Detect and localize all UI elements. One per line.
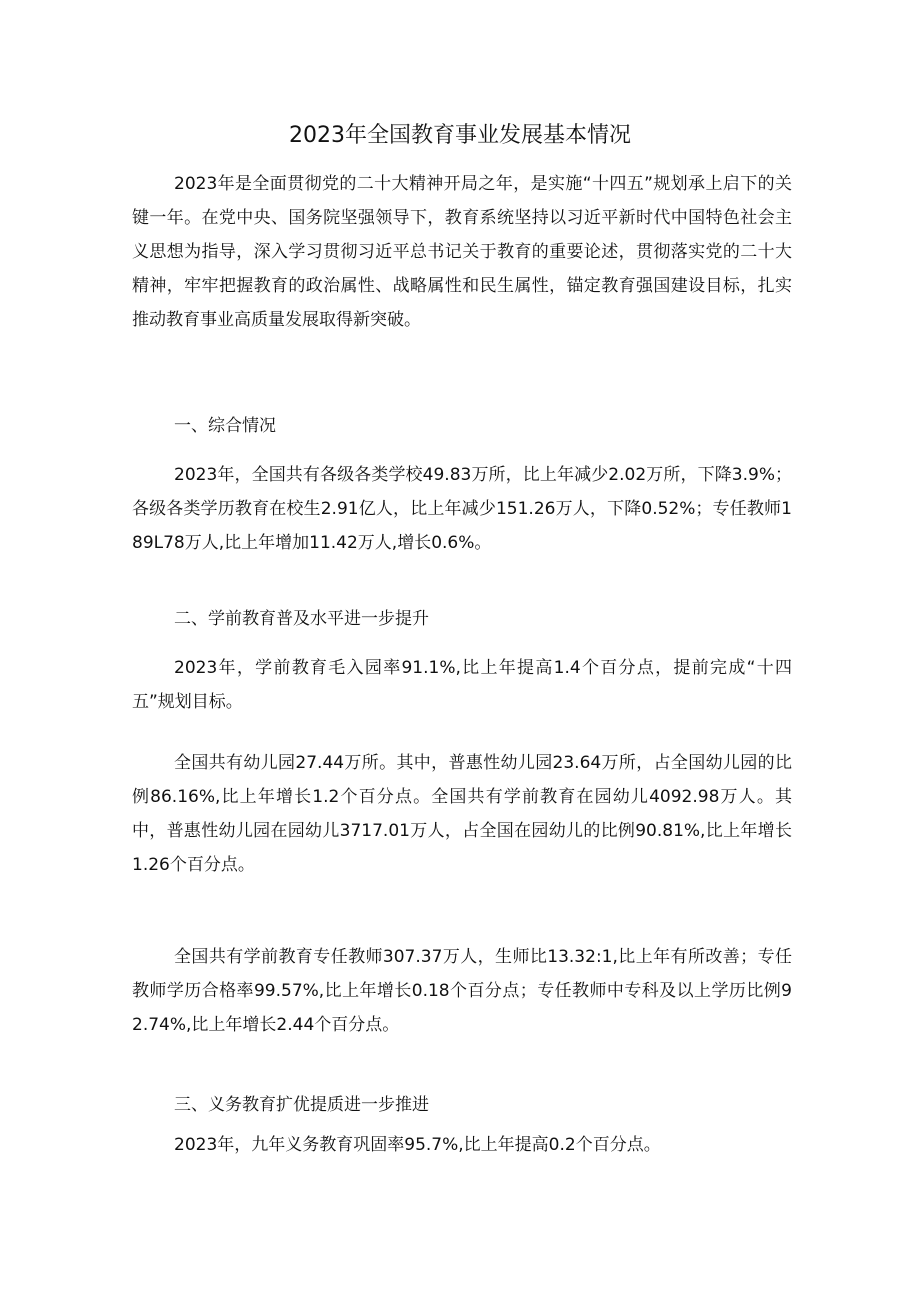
- section-1-heading: 一、综合情况: [174, 416, 276, 436]
- section-2-heading: 二、学前教育普及水平进一步提升: [174, 609, 429, 629]
- intro-paragraph: 2023年是全面贯彻党的二十大精神开局之年，是实施“十四五”规划承上启下的关键一年。在党中央、国务院坚强领导下，教育系统坚持以习近平新时代中国特色社会主义思想为指导，深入学习贯彻习近平总书记关于教育的重要论述，贯彻落实党的二十大精神，牢牢把握教育的政治属性、战略属性和民生属性，锚定教育强国建设目标，扎实推动教育事业高质量发展取得新突破。: [132, 174, 792, 330]
- section-2-paragraph-2: 全国共有幼儿园27.44万所。其中，普惠性幼儿园23.64万所，占全国幼儿园的比例86.16%,比上年增长1.2个百分点。全国共有学前教育在园幼儿4092.98万人。其中，普惠性幼儿园在园幼儿3717.01万人，占全国在园幼儿的比例90.81%,比上年增长1.26个百分点。: [132, 753, 792, 875]
- section-2-paragraph-1: 2023年，学前教育毛入园率91.1%,比上年提高1.4个百分点，提前完成“十四五”规划目标。: [132, 658, 792, 712]
- section-2-paragraph-3: 全国共有学前教育专任教师307.37万人，生师比13.32:1,比上年有所改善；专任教师学历合格率99.57%,比上年增长0.18个百分点；专任教师中专科及以上学历比例92.74%,比上年增长2.44个百分点。: [132, 947, 792, 1035]
- section-3-paragraph-1: 2023年，九年义务教育巩固率95.7%,比上年提高0.2个百分点。: [174, 1135, 661, 1155]
- section-1-paragraph-1: 2023年，全国共有各级各类学校49.83万所，比上年减少2.02万所，下降3.9%；各级各类学历教育在校生2.91亿人，比上年减少151.26万人，下降0.52%；专任教师189L78万人,比上年增加11.42万人,增长0.6%。: [132, 465, 792, 553]
- section-3-heading: 三、义务教育扩优提质进一步推进: [174, 1095, 429, 1115]
- document-title: 2023年全国教育事业发展基本情况: [289, 123, 631, 148]
